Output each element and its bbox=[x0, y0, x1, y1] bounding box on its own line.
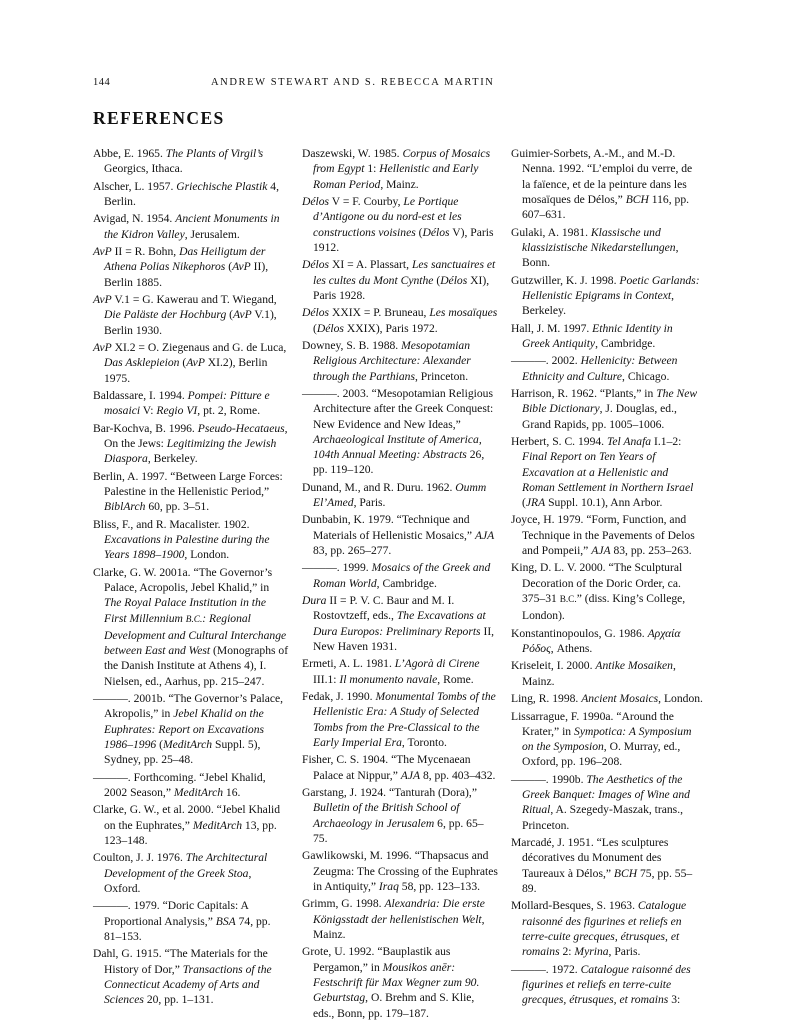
reference-entry: Dahl, G. 1915. “The Materials for the History of Dor,” Transactions of the Connecticut Academy of Arts and Sciences 20, pp. 1–131. bbox=[93, 947, 272, 1007]
reference-entry: Gutzwiller, K. J. 1998. Poetic Garlands: Hellenistic Epigrams in Context, Berkeley. bbox=[511, 273, 700, 318]
reference-entry: ———. 1972. Catalogue raisonné des figurines et reliefs en terre-cuite grecques, étrusques, et romains 3: bbox=[511, 962, 691, 1007]
reference-entry: Bliss, F., and R. Macalister. 1902. Excavations in Palestine during the Years 1898–1900, London. bbox=[93, 517, 270, 562]
reference-entry: ———. 1990b. The Aesthetics of the Greek Banquet: Images of Wine and Ritual, A. Szegedy-Maszak, trans., Princeton. bbox=[511, 772, 690, 832]
reference-entry: Dunand, M., and R. Duru. 1962. Oumm El’Amed, Paris. bbox=[302, 480, 487, 510]
reference-entry: Guimier-Sorbets, A.-M., and M.-D. Nenna. 1992. “L’emploi du verre, de la faïence, et de la peinture dans les mosaïques de Délos,” BCH 116, pp. 607–631. bbox=[511, 147, 693, 222]
reference-entry: Garstang, J. 1924. “Tanturah (Dora),” Bulletin of the British School of Archaeology in Jerusalem 6, pp. 65–75. bbox=[302, 786, 484, 845]
reference-entry: Fisher, C. S. 1904. “The Mycenaean Palace at Nippur,” AJA 8, pp. 403–432. bbox=[302, 753, 496, 782]
reference-entry: Harrison, R. 1962. “Plants,” in The New Bible Dictionary, J. Douglas, ed., Grand Rapids, pp. 1005–1006. bbox=[511, 386, 698, 431]
reference-entry: Avigad, N. 1954. Ancient Monuments in the Kidron Valley, Jerusalem. bbox=[93, 212, 280, 241]
reference-entry: Alscher, L. 1957. Griechische Plastik 4, Berlin. bbox=[93, 179, 279, 208]
references-column-3 bbox=[511, 146, 703, 1010]
reference-entry: ———. 1979. “Doric Capitals: A Proportional Analysis,” BSA 74, pp. 81–153. bbox=[93, 899, 271, 943]
reference-entry: Mollard-Besques, S. 1963. Catalogue raisonné des figurines et reliefs en terre-cuite grecques, étrusques, et romains 2: Myrina, Paris. bbox=[511, 899, 687, 959]
reference-entry: ———. 2003. “Mesopotamian Religious Architecture after the Greek Conquest: New Evidence and New Ideas,” Archaeological Institute of America, 104th Annual Meeting: Abstracts 26, pp. 119–120. bbox=[302, 386, 494, 477]
reference-entry: Clarke, G. W. 2001a. “The Governor’s Palace, Acropolis, Jebel Khalid,” in The Royal Palace Institution in the First Millennium B.C.: Regional Development and Cultural Interchange between East and West (Monographs of the Danish Institute at Athens 4), I. Nielsen, ed., Aarhus, pp. 215–247. bbox=[93, 565, 289, 688]
reference-entry: King, D. L. V. 2000. “The Sculptural Decoration of the Doric Order, ca. 375–31 B.C.” (diss. King’s College, London). bbox=[511, 561, 686, 623]
reference-entry: Gulaki, A. 1981. Klassische und klassizistische Nikedarstellungen, Bonn. bbox=[511, 225, 679, 270]
reference-entry: Grote, U. 1992. “Bauplastik aus Pergamon,” in Mousikos anēr: Festschrift für Max Wegner zum 90. Geburtstag, O. Brehm and S. Klie, eds., Bonn, pp. 179–187. bbox=[302, 945, 480, 1020]
running-head bbox=[93, 77, 702, 93]
reference-entry: Dunbabin, K. 1979. “Technique and Materials of Hellenistic Mosaics,” AJA 83, pp. 265–277. bbox=[302, 513, 495, 558]
reference-entry: Marcadé, J. 1951. “Les sculptures décoratives du Monument des Taureaux à Délos,” BCH 75, pp. 55–89. bbox=[511, 836, 693, 895]
reference-entry: AvP XI.2 = O. Ziegenaus and G. de Luca, Das Asklepieion (AvP XI.2), Berlin 1975. bbox=[93, 341, 287, 385]
reference-entry: Ermeti, A. L. 1981. L’Agorà di Cirene III.1: Il monumento navale, Rome. bbox=[302, 657, 480, 686]
references-column-1 bbox=[93, 146, 289, 1010]
reference-entry: Fedak, J. 1990. Monumental Tombs of the Hellenistic Era: A Study of Selected Tombs from the Pre-Classical to the Early Imperial Era, Toronto. bbox=[302, 690, 496, 750]
reference-entry: Abbe, E. 1965. The Plants of Virgil’s Georgics, Ithaca. bbox=[93, 147, 264, 176]
reference-entry: ———. 2001b. “The Governor’s Palace, Akropolis,” in Jebel Khalid on the Euphrates: Report on Excavations 1986–1996 (MeditArch Suppl. 5), Sydney, pp. 25–48. bbox=[93, 692, 284, 767]
reference-entry: Kriseleit, I. 2000. Antike Mosaiken, Mainz. bbox=[511, 659, 676, 688]
reference-entry: ———. Forthcoming. “Jebel Khalid, 2002 Season,” MeditArch 16. bbox=[93, 770, 266, 799]
reference-entry: Clarke, G. W., et al. 2000. “Jebel Khalid on the Euphrates,” MeditArch 13, pp. 123–148. bbox=[93, 803, 281, 847]
reference-entry: Lissarrague, F. 1990a. “Around the Krater,” in Sympotica: A Symposium on the Symposion, O. Murray, ed., Oxford, pp. 196–208. bbox=[511, 709, 692, 769]
reference-entry: Daszewski, W. 1985. Corpus of Mosaics from Egypt 1: Hellenistic and Early Roman Period, Mainz. bbox=[302, 147, 491, 191]
reference-entry: Grimm, G. 1998. Alexandria: Die erste Königsstadt der hellenistischen Welt, Mainz. bbox=[302, 897, 485, 941]
section-title: REFERENCES bbox=[93, 108, 225, 128]
reference-entry: Ling, R. 1998. Ancient Mosaics, London. bbox=[511, 692, 703, 706]
reference-entry: ———. 1999. Mosaics of the Greek and Roman World, Cambridge. bbox=[302, 561, 491, 590]
reference-entry: Baldassare, I. 1994. Pompei: Pitture e mosaici V: Regio VI, pt. 2, Rome. bbox=[93, 389, 270, 418]
reference-entry: Hall, J. M. 1997. Ethnic Identity in Greek Antiquity, Cambridge. bbox=[511, 321, 673, 350]
reference-entry: Downey, S. B. 1988. Mesopotamian Religious Architecture: Alexander through the Parthians, Princeton. bbox=[302, 338, 471, 383]
reference-entry: Joyce, H. 1979. “Form, Function, and Technique in the Pavements of Delos and Pompeii,” AJA 83, pp. 253–263. bbox=[511, 513, 695, 558]
reference-entry: Berlin, A. 1997. “Between Large Forces: Palestine in the Hellenistic Period,” BiblArch 60, pp. 3–51. bbox=[93, 469, 283, 514]
reference-entry: Délos XXIX = P. Bruneau, Les mosaïques (Délos XXIX), Paris 1972. bbox=[302, 306, 498, 335]
reference-entry: AvP V.1 = G. Kawerau and T. Wiegand, Die Paläste der Hochburg (AvP V.1), Berlin 1930. bbox=[93, 293, 277, 337]
references-column-2 bbox=[302, 146, 498, 1023]
reference-entry: Herbert, S. C. 1994. Tel Anafa I.1–2: Final Report on Ten Years of Excavation at a Hellenistic and Roman Settlement in Northern Israel (JRA Suppl. 10.1), Ann Arbor. bbox=[511, 434, 694, 510]
reference-entry: Délos XI = A. Plassart, Les sanctuaires et les cultes du Mont Cynthe (Délos XI), Paris 1928. bbox=[302, 258, 496, 302]
reference-entry: Dura II = P. V. C. Baur and M. I. Rostovtzeff, eds., The Excavations at Dura Europos: Preliminary Reports II, New Haven 1931. bbox=[302, 594, 495, 654]
reference-entry: Délos V = F. Courby, Le Portique d’Antigone ou du nord-est et les constructions voisines (Délos V), Paris 1912. bbox=[302, 194, 494, 254]
reference-entry: Gawlikowski, M. 1996. “Thapsacus and Zeugma: The Crossing of the Euphrates in Antiquity,” Iraq 58, pp. 123–133. bbox=[302, 849, 498, 893]
reference-entry: AvP II = R. Bohn, Das Heiligtum der Athena Polias Nikephoros (AvP II), Berlin 1885. bbox=[93, 245, 269, 289]
reference-entry: Coulton, J. J. 1976. The Architectural Development of the Greek Stoa, Oxford. bbox=[93, 851, 268, 895]
reference-entry: Bar-Kochva, B. 1996. Pseudo-Hecataeus, On the Jews: Legitimizing the Jewish Diaspora, Berkeley. bbox=[93, 421, 288, 466]
page-number: 144 bbox=[93, 77, 111, 88]
reference-entry: ———. 2002. Hellenicity: Between Ethnicity and Culture, Chicago. bbox=[511, 354, 678, 383]
reference-entry: Konstantinopoulos, G. 1986. Αρχαία Ρόδος, Athens. bbox=[511, 626, 681, 656]
running-head-authors: ANDREW STEWART AND S. REBECCA MARTIN bbox=[211, 77, 495, 88]
